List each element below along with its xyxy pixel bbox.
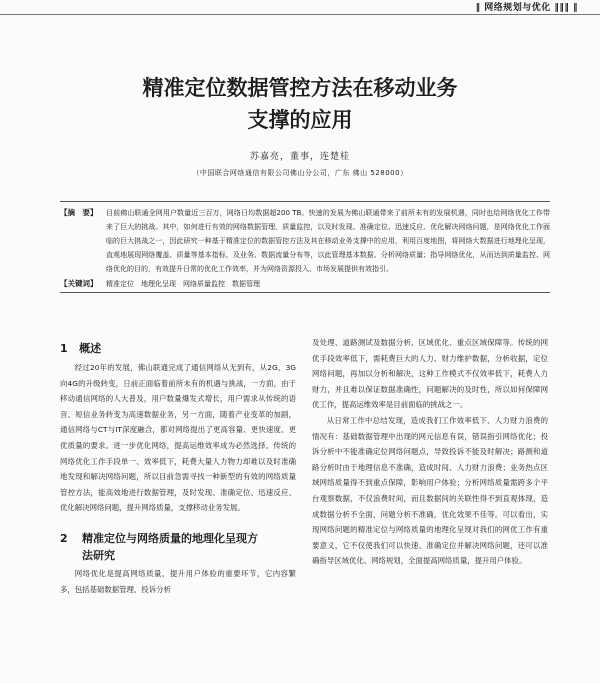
keywords-text: 精准定位 地理化呈现 网络质量监控 数据管理 xyxy=(106,280,260,288)
section-2-paragraph: 网络优化是提高网络质量，提升用户体验的重要环节，它内容繁多，包括基础数据管理、投诉分析 xyxy=(60,568,296,594)
section-2-title-line-1: 精准定位与网络质量的地理化呈现方 xyxy=(82,531,258,545)
abstract-text: 目前佛山联通全网用户数量近三百万，网络日均数据超200 TB。快速的发展为佛山联通带来了前所未有的发展机遇，同时也给网络优化工作带来了巨大的挑战。其中，如何进行有效的网络数据管理、质量监控，以及时发现、准确定位、迅速反应、优化解决网络问题，是网络优化工作面临的巨大挑战之一，因此研究一种基于精准定位的数据管控方法及其在移动业务支撑中的应用，利用百度地图，将网络大数据进行地理化呈现，直观地展现网络覆盖、质量等基本指标，及业务、数据流量分布等，以此管理基本数据、分析网络质量；指导网络优化，从而达到质量监控、网络优化的目的，有效提升日常的优化工作效率，并为网络资源投入、市场发展提供有效指引。 xyxy=(106,209,550,273)
affiliation: （中国联合网络通信有限公司佛山分公司，广东 佛山 528000） xyxy=(192,169,408,177)
section-2-title-line-2: 法研究 xyxy=(82,548,115,562)
section-1-number: 1 xyxy=(60,342,68,355)
left-column xyxy=(60,336,296,597)
keywords-label: 【关键词】 xyxy=(60,279,98,288)
page-header xyxy=(0,0,600,15)
section-1-paragraph: 经过20年的发展，佛山联通完成了通信网络从无到有，从2G、3G向4G的升级转变，日前正面临着前所未有的机遇与挑战，一方面，由于移动通信网络的人大普及，用户数量爆发式增长，用户需求从传统的语音、短信业务转变为高速数据业务，另一方面，随着产业变革的加剧，通信网络与CT与IT深度融合，都对网络提出了更高容量、更快速度、更优质量的要求。进一步优化网络，提高运维效率成为必然选择。传统的网络优化工作手段单一、效率低下，耗费大量人力物力却难以及时准确地发现和解决网络问题，所以目前急需寻找一种新型的有效的网络质量管控方法，能高效地进行数据管理，及时发现、准确定位、迅速反应、优化解决网络问题，提升网络质量，支撑移动业务发展。 xyxy=(60,363,296,513)
right-paragraph-1: 及处理、道路测试及数据分析、区域优化、重点区域保障等。传统的网优手段效率低下，需耗费巨大的人力、财力维护数据，分析收据，定位网络问题，再加以分析和解决，这种工作模式不仅效率低下，耗费人力财力，并且难以保证数据准确性，问题解决的及时性，所以如何保障网优工作，提高运维效率是目前面临的挑战之一。 xyxy=(312,338,548,410)
section-2-number: 2 xyxy=(60,531,68,545)
authors: 苏嘉亮，董事，连楚桂 xyxy=(249,152,350,162)
title-line-2: 支撑的应用 xyxy=(247,108,353,132)
abstract-block xyxy=(60,201,550,293)
paper-title xyxy=(60,72,540,136)
section-1-title: 概述 xyxy=(79,342,102,355)
section-1-heading xyxy=(60,340,296,357)
section-2-heading xyxy=(60,530,296,564)
right-column xyxy=(312,335,548,569)
header-section-label: ‖ 网络规划与优化 ‖‖‖ ‖ xyxy=(475,3,578,13)
right-paragraph-2: 从日常工作中总结发现，造成我们工作效率低下、人力财力浪费的情况有：基础数据管理中出现的网元信息有误，错误指引网络优化；投诉分析中不能准确定位网络问题点，导致投诉不能及时解决；路测和道路分析时由于地理信息不准确，造成时间、人力财力浪费；业务热点区域网络质量得不到重点保障，影响用户体验；分析网络质量需跨多个平台观察数据，不仅浪费时间，而且数据间的关联性得不到直观体现，造成数据分析不全面，问题分析不准确，优化效果不佳等。可以看出，实现网络问题的精准定位与网络质量的地理化呈现对我们的网优工作有重要意义，它不仅使我们可以快速、准确定位并解决网络问题，还可以准确指导区域优化、网络规划，全面提高网络质量，提升用户体验。 xyxy=(312,415,548,566)
abstract-label: 【摘 要】 xyxy=(60,208,98,217)
title-line-1: 精准定位数据管控方法在移动业务 xyxy=(142,76,458,100)
